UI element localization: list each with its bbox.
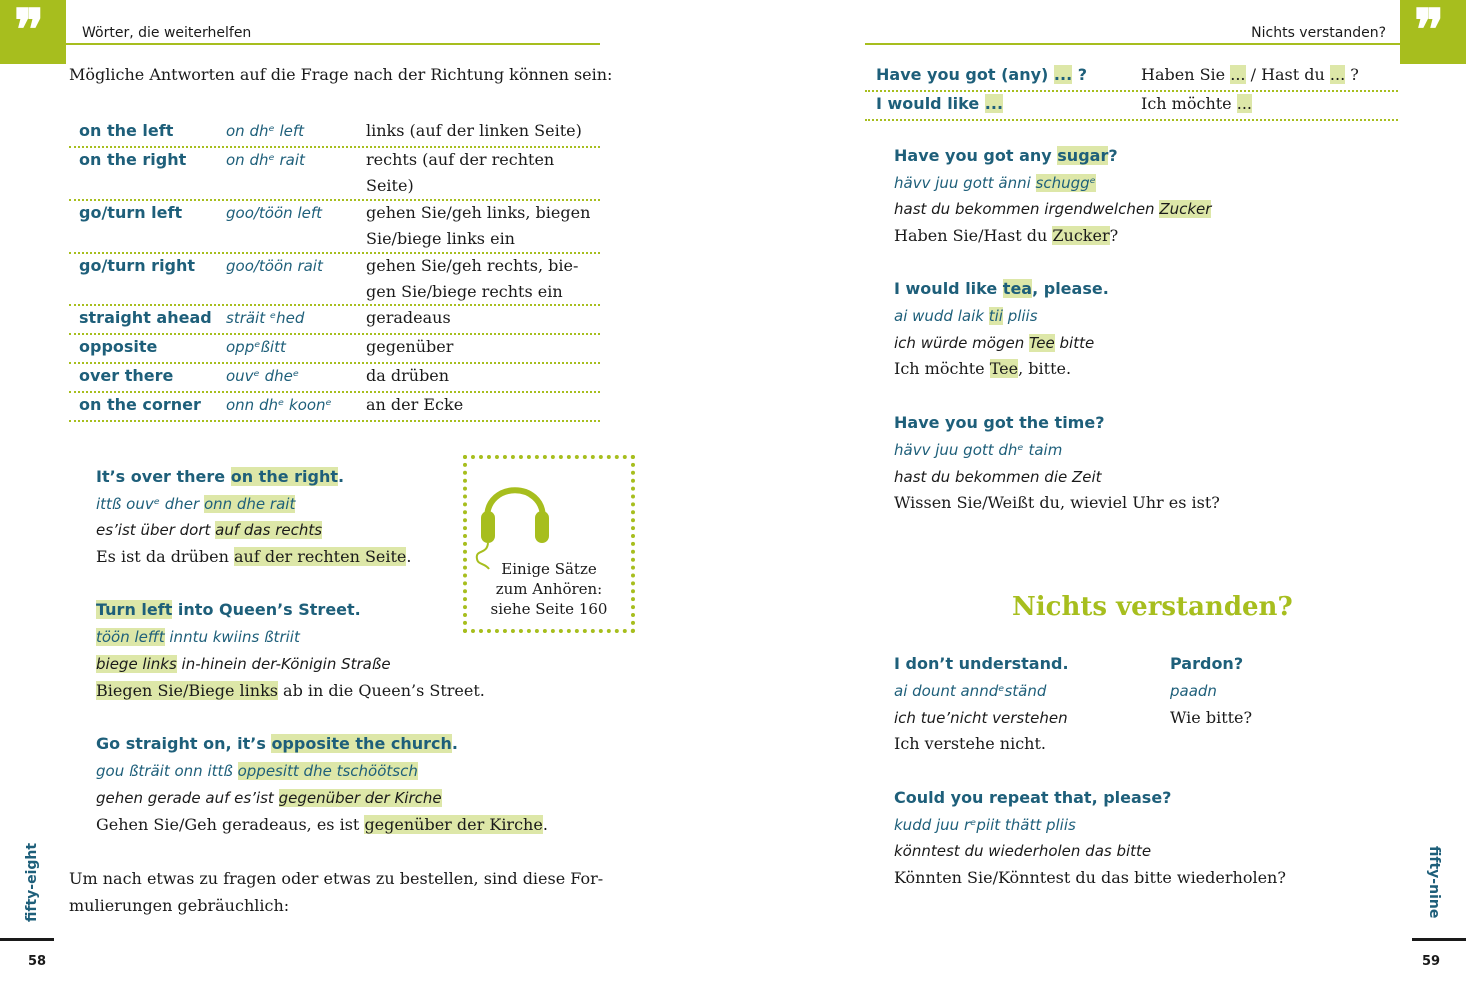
phrase-de: Ich möchte ... — [1141, 94, 1252, 113]
example-en: Turn left into Queen’s Street. — [96, 600, 361, 619]
example-literal: ich tue’nicht verstehen — [894, 709, 1068, 727]
example-en: Go straight on, it’s opposite the church. — [96, 734, 458, 753]
row-divider — [69, 304, 600, 306]
side-label: fifty-nine — [1426, 846, 1442, 919]
example-en: I don’t understand. — [894, 654, 1069, 673]
direction-phonetic: goo/töön left — [226, 204, 322, 222]
direction-de: gen Sie/biege rechts ein — [366, 282, 563, 301]
direction-en: opposite — [79, 337, 158, 356]
example-literal: könntest du wiederholen das bitte — [894, 842, 1152, 860]
direction-en: on the corner — [79, 395, 201, 414]
section-title: Nichts verstanden? — [1012, 592, 1293, 622]
page-number: 58 — [28, 954, 47, 969]
row-divider — [69, 199, 600, 201]
example-de: Ich verstehe nicht. — [894, 734, 1046, 753]
quote-mark-icon: ❞ — [0, 0, 66, 64]
phrase-de: Haben Sie ... / Hast du ... ? — [1141, 65, 1359, 84]
direction-en: go/turn right — [79, 256, 196, 275]
row-divider — [69, 146, 600, 148]
example-phonetic: paadn — [1170, 682, 1217, 700]
example-de: Könnten Sie/Könntest du das bitte wiederholen? — [894, 868, 1286, 887]
direction-de: gehen Sie/geh rechts, bie- — [366, 256, 579, 275]
direction-de: da drüben — [366, 366, 450, 385]
direction-de: links (auf der linken Seite) — [366, 121, 582, 140]
intro-text: Mögliche Antworten auf die Frage nach der Richtung können sein: — [69, 65, 613, 84]
outro-text-line2: mulierungen gebräuchlich: — [69, 896, 290, 915]
audio-note: Einige Sätze zum Anhören: siehe Seite 160 — [490, 560, 608, 618]
page-number-rule — [1412, 938, 1466, 941]
direction-de: gegenüber — [366, 337, 454, 356]
direction-phonetic: on dhᵉ rait — [226, 151, 305, 169]
direction-de: Seite) — [366, 176, 414, 195]
example-en: Pardon? — [1170, 654, 1244, 673]
example-literal: biege links in-hinein der-Königin Straße — [96, 655, 391, 673]
row-divider — [69, 362, 600, 364]
audio-box — [463, 455, 635, 633]
running-head: Wörter, die weiterhelfen — [82, 25, 252, 41]
row-divider — [865, 90, 1398, 92]
direction-phonetic: onn dhᵉ koonᵉ — [226, 396, 332, 414]
example-de: Wie bitte? — [1170, 708, 1253, 727]
example-en: It’s over there on the right. — [96, 467, 345, 486]
row-divider — [69, 333, 600, 335]
example-en: Could you repeat that, please? — [894, 788, 1172, 807]
direction-en: go/turn left — [79, 203, 183, 222]
example-de: Biegen Sie/Biege links ab in die Queen’s Street. — [96, 681, 485, 700]
example-de: Ich möchte Tee, bitte. — [894, 359, 1072, 378]
side-label: fifty-eight — [24, 842, 40, 922]
direction-phonetic: goo/töön rait — [226, 257, 323, 275]
outro-text-line1: Um nach etwas zu fragen oder etwas zu bestellen, sind diese For- — [69, 869, 604, 888]
direction-de: rechts (auf der rechten — [366, 150, 555, 169]
direction-phonetic: oppᵉßitt — [226, 338, 286, 356]
direction-de: an der Ecke — [366, 395, 464, 414]
example-phonetic: ai wudd laik tii pliis — [894, 307, 1038, 325]
example-phonetic: ittß ouvᵉ dher onn dhe rait — [96, 495, 296, 513]
example-de: Haben Sie/Hast du Zucker? — [894, 226, 1119, 245]
header-rule — [865, 43, 1400, 45]
example-phonetic: hävv juu gott änni schuggᵉ — [894, 174, 1096, 192]
quote-mark-icon: ❞ — [1400, 0, 1466, 64]
header-rule — [66, 43, 600, 45]
row-divider — [865, 119, 1398, 121]
example-phonetic: ai dount anndᵉständ — [894, 682, 1047, 700]
direction-de: geradeaus — [366, 308, 451, 327]
example-phonetic: hävv juu gott dhᵉ taim — [894, 441, 1063, 459]
direction-phonetic: sträit ᵉhed — [226, 309, 305, 327]
direction-en: straight ahead — [79, 308, 212, 327]
example-literal: gehen gerade auf es’ist gegenüber der Kirche — [96, 789, 442, 807]
example-en: Have you got the time? — [894, 413, 1105, 432]
direction-en: over there — [79, 366, 174, 385]
example-phonetic: kudd juu rᵉpiit thätt pliis — [894, 816, 1076, 834]
example-literal: ich würde mögen Tee bitte — [894, 334, 1095, 352]
running-head: Nichts verstanden? — [1251, 25, 1386, 41]
example-de: Es ist da drüben auf der rechten Seite. — [96, 547, 412, 566]
example-phonetic: gou ßträit onn ittß oppesitt dhe tschöötsch — [96, 762, 418, 780]
phrase-en: Have you got (any) ... ? — [876, 65, 1087, 84]
example-literal: es’ist über dort auf das rechts — [96, 521, 323, 539]
row-divider — [69, 252, 600, 254]
page-number-rule — [0, 938, 54, 941]
direction-de: gehen Sie/geh links, biegen — [366, 203, 591, 222]
example-en: Have you got any sugar? — [894, 146, 1118, 165]
example-literal: hast du bekommen irgendwelchen Zucker — [894, 200, 1212, 218]
direction-en: on the right — [79, 150, 187, 169]
direction-phonetic: ouvᵉ dheᵉ — [226, 367, 300, 385]
direction-de: Sie/biege links ein — [366, 229, 515, 248]
direction-phonetic: on dhᵉ left — [226, 122, 305, 140]
phrase-en: I would like ... — [876, 94, 1004, 113]
example-de: Gehen Sie/Geh geradeaus, es ist gegenüber der Kirche. — [96, 815, 548, 834]
example-en: I would like tea, please. — [894, 279, 1109, 298]
row-divider — [69, 420, 600, 422]
page-number: 59 — [1422, 954, 1441, 969]
example-phonetic: töön lefft inntu kwiins ßtriit — [96, 628, 300, 646]
row-divider — [69, 391, 600, 393]
example-de: Wissen Sie/Weißt du, wieviel Uhr es ist? — [894, 493, 1220, 512]
example-literal: hast du bekommen die Zeit — [894, 468, 1102, 486]
direction-en: on the left — [79, 121, 174, 140]
